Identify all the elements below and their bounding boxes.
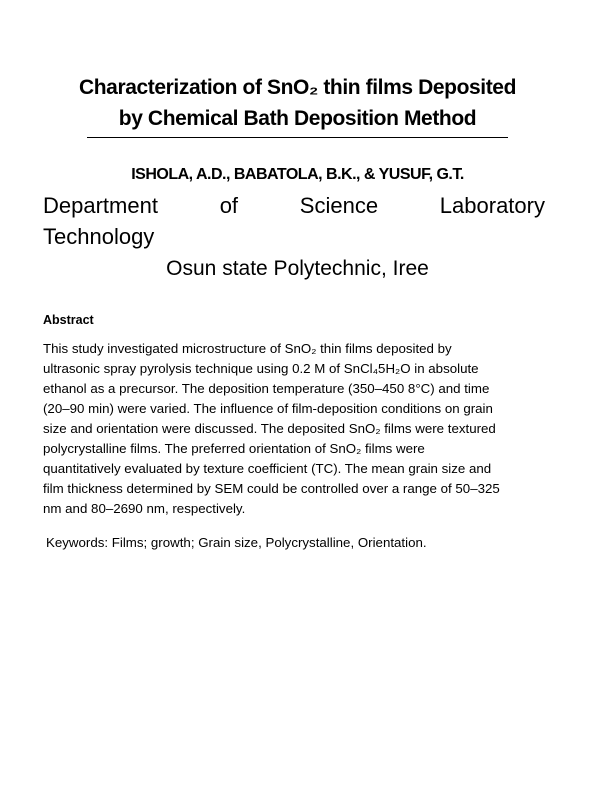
- abstract-line: ethanol as a precursor. The deposition temperature (350–450 8°C) and time: [43, 381, 490, 396]
- abstract-line: polycrystalline films. The preferred orientation of SnO₂ films were: [43, 441, 425, 456]
- abstract-line: This study investigated microstructure of SnO₂ thin films deposited by: [43, 341, 452, 356]
- department-line-2: Technology: [43, 224, 155, 249]
- department-word: of: [219, 193, 239, 218]
- department-word: Laboratory: [439, 193, 545, 218]
- department-word: Department: [43, 193, 158, 218]
- title-line-1: Characterization of SnO₂ thin films Deposited: [78, 76, 517, 99]
- abstract-line: nm and 80–2690 nm, respectively.: [43, 501, 246, 516]
- abstract-line: ultrasonic spray pyrolysis technique using 0.2 M of SnCl₄5H₂O in absolute: [43, 361, 479, 376]
- department-affiliation: [43, 190, 545, 252]
- department-word: Science: [299, 193, 379, 218]
- author-list: ISHOLA, A.D., BABATOLA, B.K., & YUSUF, G.T.: [131, 166, 464, 183]
- title-underline: [87, 137, 508, 138]
- title-line-2: by Chemical Bath Deposition Method: [118, 107, 477, 130]
- institution-name: Osun state Polytechnic, Iree: [166, 257, 429, 280]
- abstract-body: [43, 339, 555, 519]
- abstract-line: quantitatively evaluated by texture coefficient (TC). The mean grain size and: [43, 461, 492, 476]
- abstract-line: size and orientation were discussed. The deposited SnO₂ films were textured: [43, 421, 496, 436]
- abstract-line: film thickness determined by SEM could be controlled over a range of 50–325: [43, 481, 500, 496]
- department-line-1: [43, 190, 545, 221]
- abstract-line: (20–90 min) were varied. The influence of film-deposition conditions on grain: [43, 401, 493, 416]
- abstract-heading: Abstract: [43, 313, 94, 327]
- keywords-line: Keywords: Films; growth; Grain size, Polycrystalline, Orientation.: [46, 535, 427, 550]
- paper-title: [40, 72, 555, 134]
